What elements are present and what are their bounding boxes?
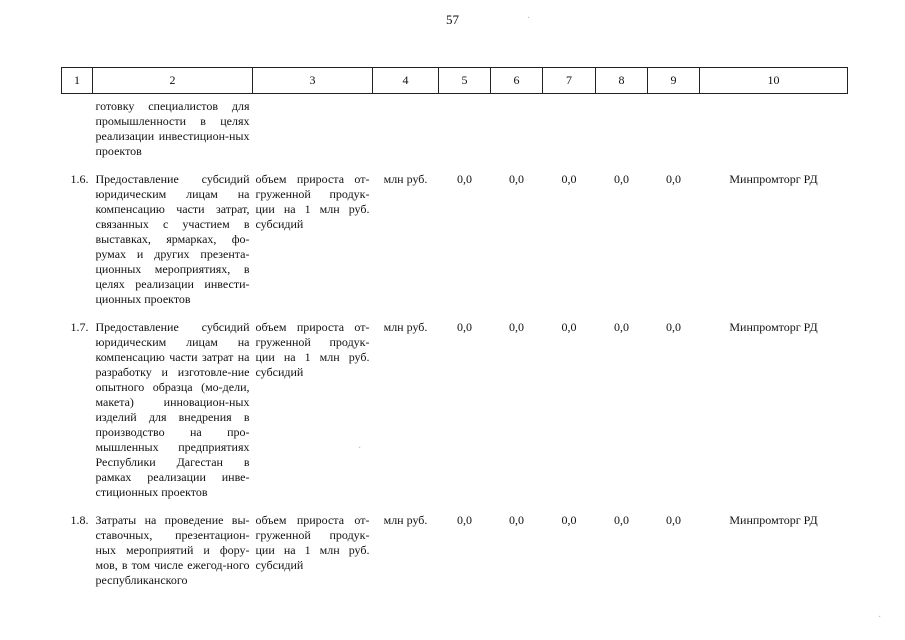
table-header-row [62, 68, 848, 94]
table-row [62, 172, 848, 307]
col-header-1: 1 [62, 68, 93, 94]
table-row [62, 513, 848, 588]
cell-value: 0,0 [666, 513, 681, 527]
col-header-3: 3 [253, 68, 373, 94]
cell-value: 0,0 [509, 513, 524, 527]
col-header-5: 5 [439, 68, 491, 94]
cell-num: 1.7. [70, 320, 89, 334]
col-header-9: 9 [648, 68, 700, 94]
cell-name: Предоставление субсидий юридическим лицам на компенсацию части затрат на разработку и изготовле-ние опытного образца (мо-дели, макета) инновацион-ных изделий для внедрения в производство на про-мышленных предприятиях Республики Дагестан в рамках реализации инве-стиционных проектов [95, 320, 250, 499]
cell-responsible: Минпромторг РД [729, 513, 818, 527]
scan-speck: · [527, 13, 531, 24]
cell-value: 0,0 [666, 172, 681, 186]
cell-indicator: объем прироста от-груженной продук-ции на 1 млн руб. субсидий [255, 320, 370, 379]
cell-value: 0,0 [457, 320, 472, 334]
cell-num: 1.8. [70, 513, 89, 527]
cell-value: 0,0 [509, 172, 524, 186]
cell-value: 0,0 [666, 320, 681, 334]
col-header-4: 4 [373, 68, 439, 94]
cell-indicator: объем прироста от-груженной продук-ции на 1 млн руб. субсидий [255, 172, 370, 231]
cell-unit: млн руб. [383, 513, 428, 527]
cell-num: 1.6. [70, 172, 89, 186]
col-header-2: 2 [93, 68, 253, 94]
cell-value: 0,0 [614, 320, 629, 334]
col-header-10: 10 [700, 68, 848, 94]
cell-value: 0,0 [561, 172, 577, 186]
cell-value: 0,0 [614, 513, 629, 527]
col-header-6: 6 [491, 68, 543, 94]
cell-responsible: Минпромторг РД [729, 172, 818, 186]
page-number: 57 [446, 12, 459, 27]
table-row-continuation [62, 94, 848, 160]
cell-value: 0,0 [614, 172, 629, 186]
cell-unit: млн руб. [383, 172, 428, 186]
cell-name: готовку специалистов для промышленности в целях реализации инвестицион-ных проектов [95, 99, 250, 158]
cell-value: 0,0 [457, 172, 472, 186]
scan-speck: · [878, 612, 882, 623]
cell-responsible: Минпромторг РД [729, 320, 818, 334]
cell-name: Затраты на проведение вы-ставочных, презентацион-ных мероприятий и фору-мов, в том числе ежегод-ного республиканского [95, 513, 250, 587]
program-table [61, 67, 848, 588]
cell-indicator: объем прироста от-груженной продук-ции на 1 млн руб. субсидий [255, 513, 370, 572]
cell-value: 0,0 [457, 513, 472, 527]
cell-value: 0,0 [561, 320, 577, 334]
cell-value: 0,0 [561, 513, 577, 527]
cell-value: 0,0 [509, 320, 524, 334]
table-row [62, 320, 848, 500]
cell-name: Предоставление субсидий юридическим лицам на компенсацию части затрат, связанных с участием в выставках, ярмарках, фо-румах и других презента-ционных мероприятиях, в целях реализации инвести-ционных проектов [95, 172, 250, 306]
col-header-8: 8 [596, 68, 648, 94]
cell-unit: млн руб. [383, 320, 428, 334]
scan-speck: · [358, 443, 362, 454]
col-header-7: 7 [543, 68, 596, 94]
